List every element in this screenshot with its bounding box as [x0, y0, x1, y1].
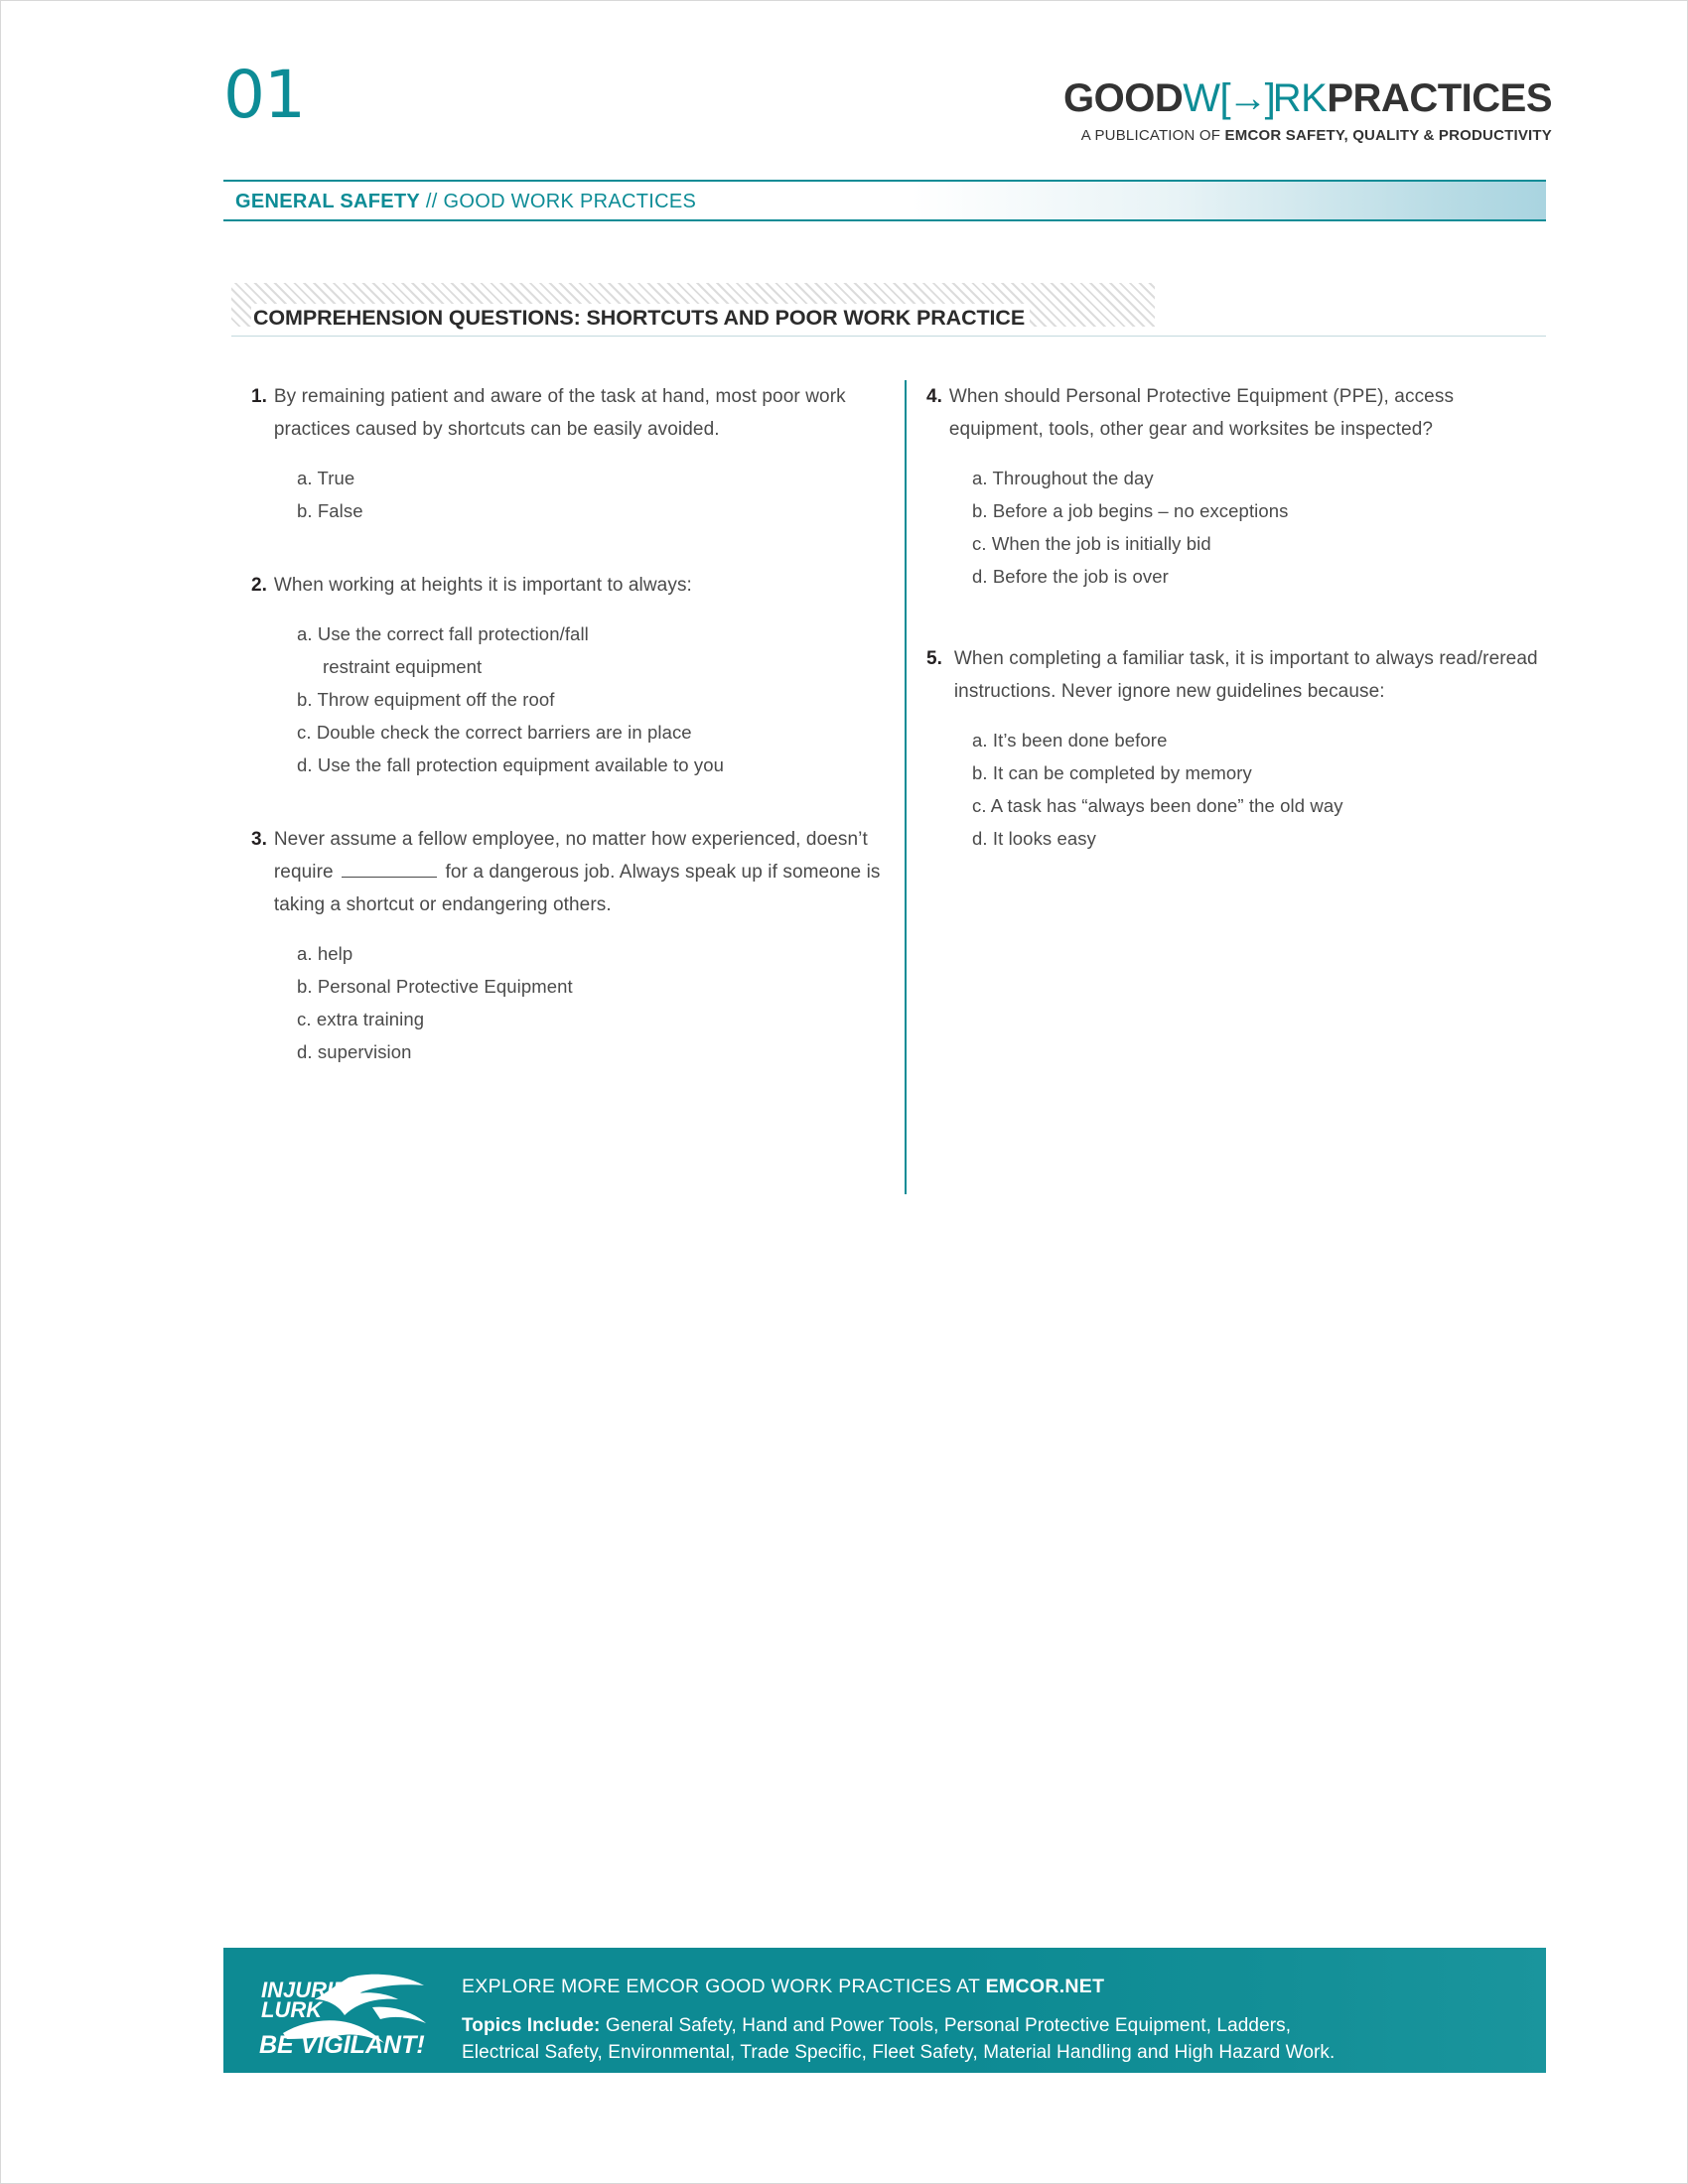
question-block: [251, 823, 887, 1068]
column-divider: [905, 380, 907, 1194]
answer-option[interactable]: a. help: [297, 943, 353, 964]
footer-text-block: [462, 1974, 1504, 2067]
question-text-part2: for a dangerous job. Always speak up if someone is taking a shortcut or endangering others.: [273, 862, 881, 915]
page-header: [1, 1, 1688, 224]
answer-option[interactable]: b. Before a job begins – no exceptions: [972, 500, 1289, 521]
answer-list: [926, 724, 1542, 855]
answer-list: [251, 937, 887, 1068]
question-text: When working at heights it is important to always:: [273, 575, 692, 596]
logo-part-good: GOOD: [1063, 76, 1184, 120]
section-banner: [223, 180, 1546, 221]
fill-in-blank[interactable]: [342, 863, 437, 878]
question-number: 5.: [926, 648, 942, 669]
answer-option[interactable]: a. True: [297, 468, 355, 488]
question-text: When completing a familiar task, it is important to always read/reread instructions. Never ignore new guidelines because:: [953, 648, 1538, 702]
answer-option[interactable]: c. A task has “always been done” the old way: [972, 795, 1343, 816]
page-footer: [223, 1948, 1546, 2073]
footer-topics-label: Topics Include:: [462, 2015, 601, 2037]
logo-part-practices: PRACTICES: [1327, 76, 1552, 120]
question-text: When should Personal Protective Equipment (PPE), access equipment, tools, other gear and worksites be inspected?: [948, 386, 1455, 440]
question-text-part1: Never assume a fellow employee, no matter how experienced, doesn’t require: [273, 829, 868, 883]
answer-option[interactable]: [297, 617, 887, 683]
answer-option-line1: a. Use the correct fall protection/fall: [297, 623, 589, 644]
questions-column-right: [926, 380, 1542, 896]
question-block: [251, 380, 887, 527]
answer-list: [926, 462, 1542, 593]
bracket-arrow-icon: [→]: [1219, 76, 1273, 120]
answer-option[interactable]: a. Throughout the day: [972, 468, 1154, 488]
question-number: 1.: [251, 386, 267, 407]
banner-subcategory: // GOOD WORK PRACTICES: [420, 191, 697, 212]
publication-line: [1063, 127, 1552, 144]
title-divider-rule: [231, 336, 1546, 337]
question-number: 2.: [251, 575, 267, 596]
question-text: By remaining patient and aware of the task at hand, most poor work practices caused by shortcuts can be easily avoided.: [273, 386, 846, 440]
question-number: 3.: [251, 829, 267, 850]
question-number: 4.: [926, 386, 942, 407]
answer-option[interactable]: c. extra training: [297, 1009, 425, 1029]
answer-option[interactable]: b. Throw equipment off the roof: [297, 689, 555, 710]
answer-option[interactable]: a. It’s been done before: [972, 730, 1168, 751]
answer-option[interactable]: b. Personal Protective Equipment: [297, 976, 573, 997]
answer-option[interactable]: d. Use the fall protection equipment available to you: [297, 754, 725, 775]
injuries-lurk-logo: [253, 1962, 432, 2059]
banner-text: [235, 191, 696, 213]
footer-explore-link[interactable]: EMCOR.NET: [985, 1976, 1105, 1997]
question-block: [926, 642, 1542, 855]
brand-block: [1063, 78, 1552, 144]
injuries-lurk-logo-icon: [253, 1962, 432, 2059]
answer-list: [251, 617, 887, 781]
publication-bold: EMCOR SAFETY, QUALITY & PRODUCTIVITY: [1224, 127, 1552, 144]
answer-option[interactable]: d. It looks easy: [972, 828, 1096, 849]
answer-option[interactable]: d. supervision: [297, 1041, 412, 1062]
footer-explore-line: [462, 1974, 1504, 2000]
brand-logo: [1063, 78, 1552, 118]
question-text: [274, 823, 887, 921]
answer-option[interactable]: b. False: [297, 500, 363, 521]
answer-option[interactable]: d. Before the job is over: [972, 566, 1169, 587]
answer-option-line2: restraint equipment: [323, 656, 483, 677]
question-block: [251, 569, 887, 781]
footer-explore-prefix: EXPLORE MORE EMCOR GOOD WORK PRACTICES AT: [462, 1976, 986, 1997]
logo-text-be-vigilant: BE VIGILANT!: [259, 2031, 425, 2059]
logo-part-rk: RK: [1272, 76, 1328, 120]
answer-list: [251, 462, 887, 527]
logo-text-injuries: INJURIES: [261, 1978, 362, 2002]
logo-text-lurk: LURK: [261, 1997, 323, 2022]
footer-topics: [462, 2013, 1504, 2067]
page-title: COMPREHENSION QUESTIONS: SHORTCUTS AND POOR WORK PRACTICE: [251, 304, 1030, 333]
footer-topics-text-1: General Safety, Hand and Power Tools, Personal Protective Equipment, Ladders,: [600, 2015, 1292, 2037]
answer-option[interactable]: c. When the job is initially bid: [972, 533, 1211, 554]
publication-prefix: A PUBLICATION OF: [1080, 127, 1225, 144]
footer-topics-line-1: [462, 2013, 1504, 2040]
answer-option[interactable]: b. It can be completed by memory: [972, 762, 1252, 783]
logo-part-w: W: [1183, 76, 1220, 120]
questions-column-left: [251, 380, 887, 1110]
footer-topics-line-2: Electrical Safety, Environmental, Trade Specific, Fleet Safety, Material Handling and High Hazard Work.: [462, 2042, 1336, 2064]
banner-category: GENERAL SAFETY: [235, 191, 421, 212]
issue-number: 01: [223, 57, 305, 133]
answer-option[interactable]: c. Double check the correct barriers are in place: [297, 722, 692, 743]
question-block: [926, 380, 1542, 593]
